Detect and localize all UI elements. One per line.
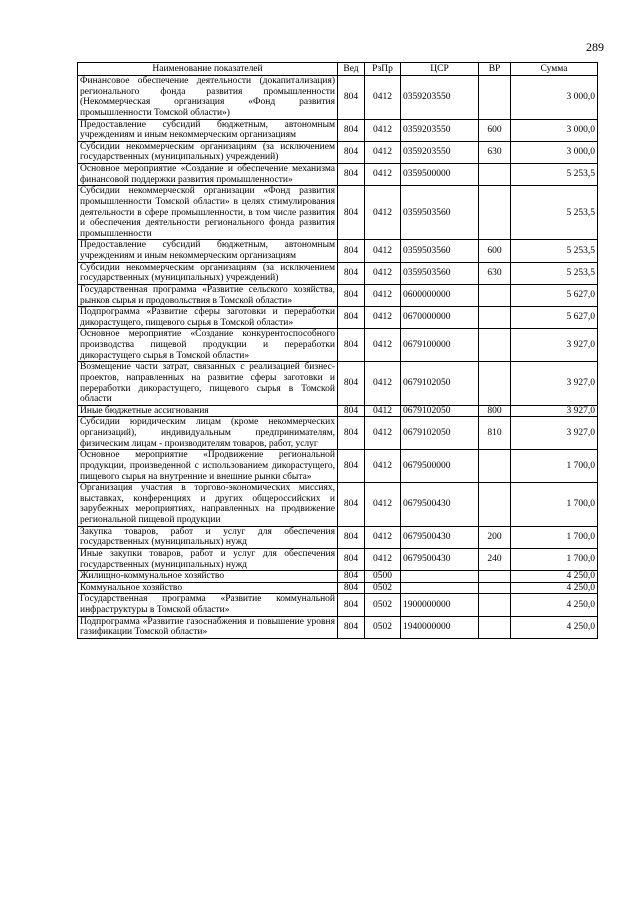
cell-vr: 600 [479,240,511,262]
cell-ved: 804 [338,450,365,483]
cell-name: Подпрограмма «Развитие газоснабжения и повышение уровня газификации Томской области» [78,616,338,638]
cell-ved: 804 [338,571,365,583]
cell-ved: 804 [338,483,365,527]
cell-ved: 804 [338,362,365,406]
cell-rzpr: 0412 [365,450,401,483]
cell-sum: 4 250,0 [511,582,598,594]
cell-name: Иные бюджетные ассигнования [78,405,338,417]
cell-ved: 804 [338,405,365,417]
cell-sum: 1 700,0 [511,548,598,570]
cell-csr: 1940000000 [401,616,479,638]
cell-csr: 1900000000 [401,594,479,616]
cell-vr [479,164,511,186]
cell-csr: 0670000000 [401,307,479,329]
cell-ved: 804 [338,284,365,306]
cell-csr [401,582,479,594]
cell-rzpr: 0412 [365,329,401,362]
cell-name: Предоставление субсидий бюджетным, автономным учреждениям и иным некоммерческим организациям [78,119,338,141]
cell-name: Финансовое обеспечение деятельности (докапитализация) регионального фонда развития промышленности (Некоммерческая организация «Фонд развития промышленности Томской области») [78,76,338,120]
cell-sum: 4 250,0 [511,594,598,616]
cell-rzpr: 0412 [365,186,401,240]
cell-name: Жилищно-коммунальное хозяйство [78,571,338,583]
cell-vr [479,307,511,329]
cell-sum: 5 253,5 [511,186,598,240]
table-row [78,164,598,186]
cell-vr: 630 [479,141,511,163]
cell-sum: 1 700,0 [511,450,598,483]
cell-vr [479,571,511,583]
cell-csr: 0679500430 [401,548,479,570]
table-row [78,329,598,362]
cell-ved: 804 [338,141,365,163]
cell-name: Государственная программа «Развитие коммунальной инфраструктуры в Томской области» [78,594,338,616]
cell-vr [479,186,511,240]
cell-rzpr: 0412 [365,405,401,417]
cell-rzpr: 0502 [365,594,401,616]
table-row [78,483,598,527]
cell-vr [479,450,511,483]
table-row [78,594,598,616]
cell-name: Коммунальное хозяйство [78,582,338,594]
cell-vr: 630 [479,262,511,284]
table-row [78,240,598,262]
cell-rzpr: 0412 [365,119,401,141]
cell-name: Субсидии некоммерческой организации «Фонд развития промышленности Томской области» в целях стимулирования деятельности в сфере промышленности, в том числе развития и обеспечения деятельности регионального фонда развития промышленности [78,186,338,240]
cell-vr [479,329,511,362]
table-row [78,362,598,406]
cell-sum: 4 250,0 [511,616,598,638]
cell-rzpr: 0412 [365,526,401,548]
cell-name: Государственная программа «Развитие сельского хозяйства, рынков сырья и продовольствия в Томской области» [78,284,338,306]
cell-sum: 3 927,0 [511,329,598,362]
cell-ved: 804 [338,262,365,284]
cell-csr: 0679102050 [401,405,479,417]
cell-name: Субсидии некоммерческим организациям (за исключением государственных (муниципальных) учреждений) [78,141,338,163]
cell-csr: 0679500000 [401,450,479,483]
cell-csr: 0679102050 [401,417,479,450]
table-body [78,76,598,639]
cell-csr: 0359203550 [401,76,479,120]
cell-rzpr: 0412 [365,76,401,120]
cell-sum: 3 000,0 [511,76,598,120]
cell-vr [479,483,511,527]
cell-ved: 804 [338,240,365,262]
table-row [78,450,598,483]
cell-sum: 5 627,0 [511,284,598,306]
table-row [78,141,598,163]
cell-rzpr: 0412 [365,548,401,570]
cell-csr: 0600000000 [401,284,479,306]
table-row [78,526,598,548]
cell-name: Подпрограмма «Развитие сферы заготовки и переработки дикорастущего, пищевого сырья в Томской области» [78,307,338,329]
budget-table [77,62,598,639]
cell-vr: 240 [479,548,511,570]
cell-vr: 600 [479,119,511,141]
header-ved: Вед [338,63,365,76]
cell-csr: 0359503560 [401,240,479,262]
header-vr: ВР [479,63,511,76]
cell-ved: 804 [338,164,365,186]
cell-sum: 4 250,0 [511,571,598,583]
cell-name: Организация участия в торгово-экономических миссиях, выставках, конференциях и других общероссийских и зарубежных мероприятиях, направленных на продвижение региональной пищевой продукции [78,483,338,527]
cell-csr: 0359203550 [401,141,479,163]
header-csr: ЦСР [401,63,479,76]
table-row [78,284,598,306]
cell-csr: 0359503560 [401,262,479,284]
cell-sum: 1 700,0 [511,526,598,548]
cell-vr [479,284,511,306]
cell-rzpr: 0412 [365,307,401,329]
cell-csr: 0359500000 [401,164,479,186]
cell-name: Предоставление субсидий бюджетным, автономным учреждениям и иным некоммерческим организациям [78,240,338,262]
cell-vr [479,76,511,120]
cell-sum: 3 927,0 [511,362,598,406]
cell-rzpr: 0412 [365,141,401,163]
cell-sum: 1 700,0 [511,483,598,527]
header-name: Наименование показателей [78,63,338,76]
cell-ved: 804 [338,526,365,548]
cell-vr: 200 [479,526,511,548]
table-row [78,186,598,240]
table-row [78,582,598,594]
cell-ved: 804 [338,548,365,570]
table-row [78,616,598,638]
cell-csr: 0679100000 [401,329,479,362]
cell-sum: 3 000,0 [511,141,598,163]
cell-rzpr: 0412 [365,262,401,284]
table-row [78,417,598,450]
cell-ved: 804 [338,616,365,638]
cell-ved: 804 [338,582,365,594]
cell-sum: 3 927,0 [511,405,598,417]
cell-csr: 0359203550 [401,119,479,141]
cell-name: Возмещение части затрат, связанных с реализацией бизнес-проектов, направленных на развитие сферы заготовки и переработки дикорастущего, пищевого сырья в Томской области [78,362,338,406]
cell-rzpr: 0412 [365,483,401,527]
cell-ved: 804 [338,186,365,240]
cell-rzpr: 0412 [365,362,401,406]
table-row [78,307,598,329]
cell-csr: 0359503560 [401,186,479,240]
cell-vr [479,362,511,406]
cell-rzpr: 0412 [365,417,401,450]
header-sum: Сумма [511,63,598,76]
table-row [78,262,598,284]
table-row [78,76,598,120]
cell-ved: 804 [338,329,365,362]
cell-rzpr: 0502 [365,582,401,594]
cell-csr: 0679500430 [401,483,479,527]
table-row [78,548,598,570]
cell-sum: 3 927,0 [511,417,598,450]
cell-vr: 810 [479,417,511,450]
cell-vr: 800 [479,405,511,417]
cell-sum: 3 000,0 [511,119,598,141]
header-rzpr: РзПр [365,63,401,76]
table-row [78,119,598,141]
cell-ved: 804 [338,307,365,329]
cell-rzpr: 0502 [365,616,401,638]
cell-rzpr: 0412 [365,240,401,262]
cell-name: Основное мероприятие «Создание конкурентоспособного производства пищевой продукции и переработки дикорастущего сырья в Томской области» [78,329,338,362]
cell-csr [401,571,479,583]
cell-rzpr: 0500 [365,571,401,583]
cell-vr [479,594,511,616]
cell-name: Основное мероприятие «Создание и обеспечение механизма финансовой поддержки развития промышленности» [78,164,338,186]
cell-sum: 5 253,5 [511,164,598,186]
cell-vr [479,582,511,594]
table-header-row [78,63,598,76]
cell-ved: 804 [338,119,365,141]
cell-name: Иные закупки товаров, работ и услуг для обеспечения государственных (муниципальных) нужд [78,548,338,570]
cell-ved: 804 [338,417,365,450]
page-number: 289 [586,40,604,54]
table-row [78,405,598,417]
cell-csr: 0679500430 [401,526,479,548]
cell-vr [479,616,511,638]
cell-rzpr: 0412 [365,164,401,186]
cell-name: Закупка товаров, работ и услуг для обеспечения государственных (муниципальных) нужд [78,526,338,548]
cell-ved: 804 [338,594,365,616]
cell-name: Субсидии некоммерческим организациям (за исключением государственных (муниципальных) учреждений) [78,262,338,284]
cell-sum: 5 253,5 [511,262,598,284]
cell-name: Основное мероприятие «Продвижение региональной продукции, произведенной с использованием дикорастущего, пищевого сырья на внутренние и внешние рынки сбыта» [78,450,338,483]
cell-csr: 0679102050 [401,362,479,406]
cell-ved: 804 [338,76,365,120]
cell-sum: 5 627,0 [511,307,598,329]
cell-sum: 5 253,5 [511,240,598,262]
cell-rzpr: 0412 [365,284,401,306]
table-row [78,571,598,583]
cell-name: Субсидии юридическим лицам (кроме некоммерческих организаций), индивидуальным предпринимателям, физическим лицам - производителям товаров, работ, услуг [78,417,338,450]
